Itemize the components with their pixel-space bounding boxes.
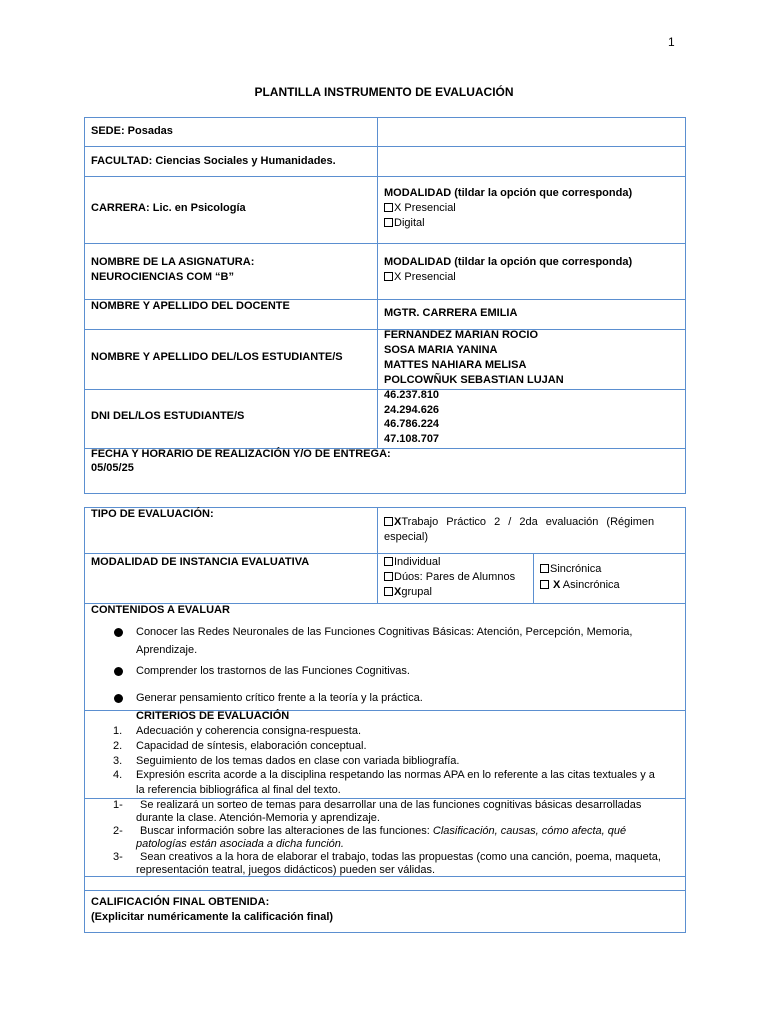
- checkbox-icon: [384, 557, 393, 566]
- criterio-item: Adecuación y coherencia consigna-respuesta.: [136, 725, 362, 737]
- checkbox-icon: [384, 272, 393, 281]
- tipo-evaluacion-value-cont: especial): [384, 531, 429, 543]
- docente-label: NOMBRE Y APELLIDO DEL DOCENTE: [91, 300, 290, 312]
- criterio-num: 4.: [113, 769, 123, 781]
- consigna-item-cont: patologías están asociada a dicha función.: [136, 838, 344, 850]
- checkbox-icon: [384, 587, 393, 596]
- dni-label: DNI DEL/LOS ESTUDIANTE/S: [91, 410, 245, 422]
- criterio-item: Seguimiento de los temas dados en clase con variada bibliografía.: [136, 755, 460, 767]
- criterio-item: Expresión escrita acorde a la disciplina respetando las normas APA en lo referente a las citas textuales y a: [136, 769, 655, 781]
- dni-value: 46.786.224: [384, 418, 440, 430]
- facultad-label: FACULTAD: Ciencias Sociales y Humanidades.: [91, 155, 336, 167]
- modalidad2-option-presencial: X Presencial: [384, 270, 456, 285]
- document-title: PLANTILLA INSTRUMENTO DE EVALUACIÓN: [254, 85, 514, 99]
- modalidad-title-2: MODALIDAD (tildar la opción que corresponda): [384, 256, 633, 268]
- tipo-evaluacion-label: TIPO DE EVALUACIÓN:: [91, 508, 214, 520]
- modalidad-title-1: MODALIDAD (tildar la opción que corresponda): [384, 187, 633, 199]
- consigna-num: 3-: [113, 851, 123, 863]
- bullet-icon: [114, 628, 123, 637]
- criterios-label: CRITERIOS DE EVALUACIÓN: [136, 710, 290, 722]
- tipo-evaluacion-value: XTrabajo Práctico 2 / 2da evaluación (Régimen: [384, 515, 678, 530]
- dni-value: 47.108.707: [384, 433, 440, 445]
- consigna-num: 2-: [113, 825, 123, 837]
- fecha-value: 05/05/25: [91, 462, 134, 474]
- calificacion-sub: (Explicitar numéricamente la calificación final): [91, 911, 334, 923]
- estudiantes-label: NOMBRE Y APELLIDO DEL/LOS ESTUDIANTE/S: [91, 351, 343, 363]
- criterio-item-cont: la referencia bibliográfica al final del texto.: [136, 784, 341, 796]
- instancia-duos: Dúos: Pares de Alumnos: [384, 570, 515, 585]
- estudiante-name: FERNANDEZ MARIAN ROCIO: [384, 329, 538, 341]
- estudiante-name: SOSA MARIA YANINA: [384, 344, 498, 356]
- checkbox-icon: [540, 580, 549, 589]
- consigna-item-cont: durante la clase. Atención-Memoria y aprendizaje.: [136, 812, 380, 824]
- checkbox-icon: [384, 218, 393, 227]
- carrera-label: CARRERA: Lic. en Psicología: [91, 202, 246, 214]
- asignatura-value: NEUROCIENCIAS COM “B”: [91, 271, 235, 283]
- page-number: 1: [668, 35, 675, 49]
- consigna-item-cont: representación teatral, juegos didácticos) pueden ser válidas.: [136, 864, 436, 876]
- instancia-individual: Individual: [384, 555, 440, 570]
- criterio-num: 2.: [113, 740, 123, 752]
- sede-label: SEDE: Posadas: [91, 125, 173, 137]
- consigna-item: Se realizará un sorteo de temas para desarrollar una de las funciones cognitivas básicas desarrolladas: [140, 799, 642, 811]
- checkbox-icon: [384, 203, 393, 212]
- calificacion-label: CALIFICACIÓN FINAL OBTENIDA:: [91, 896, 270, 908]
- modalidad-instancia-label: MODALIDAD DE INSTANCIA EVALUATIVA: [91, 556, 310, 568]
- check-x-icon: X: [553, 579, 561, 591]
- dni-value: 24.294.626: [384, 404, 440, 416]
- criterio-num: 3.: [113, 755, 123, 767]
- contenido-item: Comprender los trastornos de las Funciones Cognitivas.: [136, 665, 410, 677]
- asignatura-label: NOMBRE DE LA ASIGNATURA:: [91, 256, 255, 268]
- modalidad-option-presencial: X Presencial: [384, 201, 456, 216]
- check-x-icon: X: [394, 586, 402, 598]
- contenido-item: Generar pensamiento crítico frente a la teoría y la práctica.: [136, 692, 423, 704]
- checkbox-icon: [540, 564, 549, 573]
- sincronica-option: Sincrónica: [540, 562, 601, 577]
- docente-value: MGTR. CARRERA EMILIA: [384, 307, 518, 319]
- dni-value: 46.237.810: [384, 389, 440, 401]
- contenido-item: Conocer las Redes Neuronales de las Funciones Cognitivas Básicas: Atención, Percepción, Memoria,: [136, 626, 633, 638]
- checkbox-icon: [384, 517, 393, 526]
- asincronica-option: X Asincrónica: [540, 578, 620, 593]
- estudiante-name: POLCOWÑUK SEBASTIAN LUJAN: [384, 374, 564, 386]
- modalidad-option-digital: Digital: [384, 216, 425, 231]
- consigna-item: Buscar información sobre las alteraciones de las funciones: Clasificación, causas, cómo afecta, qué: [140, 825, 627, 837]
- fecha-label: FECHA Y HORARIO DE REALIZACIÓN Y/O DE ENTREGA:: [91, 448, 391, 460]
- bullet-icon: [114, 694, 123, 703]
- checkbox-icon: [384, 572, 393, 581]
- contenido-item-cont: Aprendizaje.: [136, 644, 198, 656]
- check-x-icon: X: [394, 516, 402, 528]
- estudiante-name: MATTES NAHIARA MELISA: [384, 359, 527, 371]
- criterio-num: 1.: [113, 725, 123, 737]
- consigna-item: Sean creativos a la hora de elaborar el trabajo, todas las propuestas (como una canción, poema, maqueta,: [140, 851, 661, 863]
- instancia-grupal: Xgrupal: [384, 585, 432, 600]
- bullet-icon: [114, 667, 123, 676]
- contenidos-label: CONTENIDOS A EVALUAR: [91, 604, 230, 616]
- consigna-num: 1-: [113, 799, 123, 811]
- criterio-item: Capacidad de síntesis, elaboración conceptual.: [136, 740, 367, 752]
